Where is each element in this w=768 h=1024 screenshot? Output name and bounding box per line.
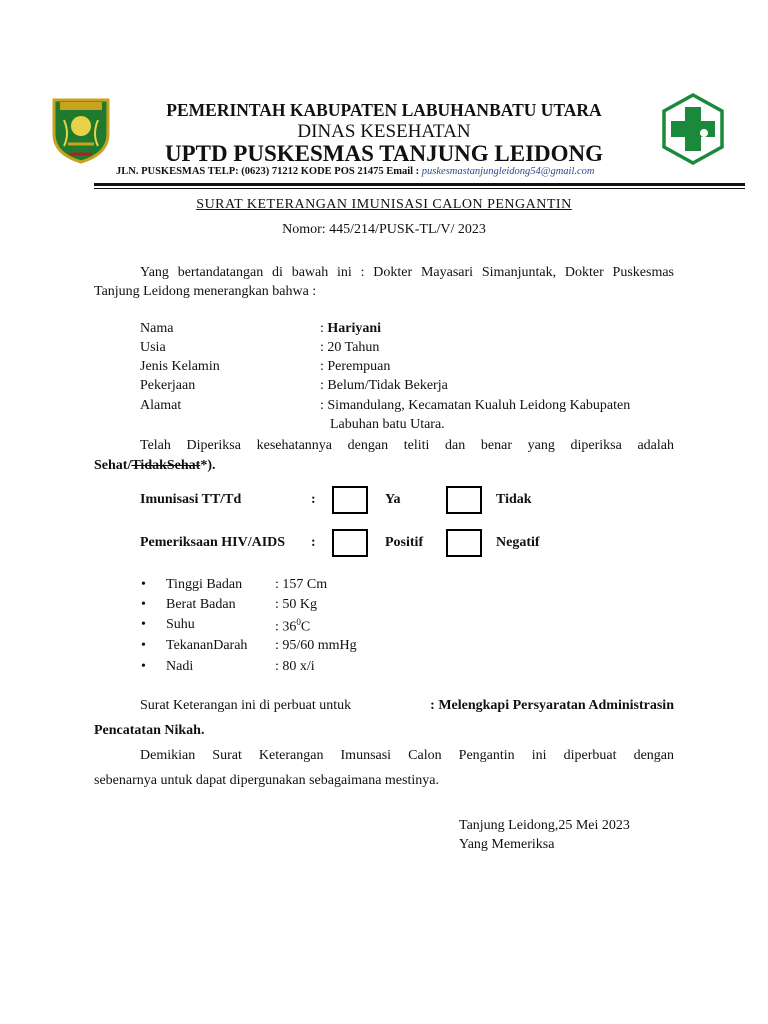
list-item-bullet: •	[141, 638, 146, 653]
name-value: Hariyani	[327, 321, 382, 336]
identity-label-job: Pekerjaan	[140, 378, 196, 393]
colon: :	[320, 340, 324, 355]
option-positif-label: Positif	[385, 535, 424, 550]
email-link[interactable]: puskesmastanjungleidong54@gmail.com	[421, 166, 595, 177]
identity-value-address	[320, 398, 630, 414]
identity-value-gender	[320, 359, 390, 375]
tidak-sehat-text: TidakSehat	[131, 458, 201, 473]
list-item-bullet: •	[141, 659, 146, 674]
intro-line-1: Yang bertandatangan di bawah ini : Dokter Mayasari Simanjuntak, Dokter Puskesmas	[140, 265, 674, 280]
purpose-prefix: Surat Keterangan ini di perbuat untuk	[140, 698, 352, 713]
identity-value-usia	[320, 340, 379, 356]
letter-title: SURAT KETERANGAN IMUNISASI CALON PENGANTIN	[196, 197, 572, 212]
colon: :	[320, 321, 324, 336]
colon: :	[320, 398, 324, 413]
vital-label-weight: Berat Badan	[166, 597, 236, 612]
list-item-bullet: •	[141, 617, 146, 632]
colon: :	[320, 359, 324, 374]
colon: :	[320, 378, 324, 393]
header-address	[116, 166, 594, 177]
vital-label-height: Tinggi Badan	[166, 577, 243, 592]
check-colon: :	[311, 492, 316, 507]
check-label: Pemeriksaan HIV/AIDS	[140, 535, 286, 550]
check-colon: :	[311, 535, 316, 550]
identity-label-usia: Usia	[140, 340, 166, 355]
purpose-bold-1: : Melengkapi Persyaratan Administrasin	[430, 698, 674, 713]
vital-label-blood-pressure: TekananDarah	[166, 638, 248, 653]
exam-line-1: Telah Diperiksa kesehatannya dengan teliti dan benar yang diperiksa adalah	[140, 438, 674, 453]
letter-number: Nomor: 445/214/PUSK-TL/V/ 2023	[282, 222, 486, 237]
vital-value-height: : 157 Cm	[275, 577, 328, 592]
gender-value: Perempuan	[327, 359, 391, 374]
address-text: JLN. PUSKESMAS TELP: (0623) 71212 KODE POS 21475 Email :	[116, 166, 420, 177]
checkbox-ya[interactable]	[332, 486, 368, 514]
signature-place-date: Tanjung Leidong,25 Mei 2023	[459, 818, 630, 833]
header-government-name: PEMERINTAH KABUPATEN LABUHANBATU UTARA	[166, 100, 602, 120]
identity-label-gender: Jenis Kelamin	[140, 359, 220, 374]
vital-value-pulse: : 80 x/i	[275, 659, 315, 674]
address-value: Simandulang, Kecamatan Kualuh Leidong Kabupaten	[327, 398, 631, 413]
purpose-line-2: Pencatatan Nikah.	[94, 723, 205, 738]
header-department-name: DINAS KESEHATAN	[297, 121, 471, 142]
intro-line-2: Tanjung Leidong menerangkan bahwa :	[94, 284, 317, 299]
degree-superscript: 0	[296, 617, 301, 627]
list-item-bullet: •	[141, 597, 146, 612]
job-value: Belum/Tidak Bekerja	[327, 378, 448, 393]
closing-line-1: Demikian Surat Keterangan Imunsasi Calon Pengantin ini diperbuat dengan	[140, 748, 674, 763]
header-divider-thick	[94, 183, 745, 186]
closing-line-2: sebenarnya untuk dapat dipergunakan sebagaimana mestinya.	[94, 773, 439, 788]
option-negatif-label: Negatif	[496, 535, 540, 550]
vital-label-temperature: Suhu	[166, 617, 195, 632]
purpose-line-1	[140, 696, 674, 715]
vital-value-blood-pressure: : 95/60 mmHg	[275, 638, 357, 653]
identity-value-address-2: Labuhan batu Utara.	[330, 417, 445, 432]
option-ya-label: Ya	[385, 492, 401, 507]
vital-label-pulse: Nadi	[166, 659, 194, 674]
exam-line-2	[94, 456, 216, 475]
check-label: Imunisasi TT/Td	[140, 492, 242, 507]
identity-label-address: Alamat	[140, 398, 182, 413]
vital-value-temperature	[275, 617, 310, 636]
identity-value-nama	[320, 321, 381, 337]
sehat-text: Sehat/	[94, 458, 132, 473]
temp-number: : 36	[275, 619, 297, 635]
checkbox-positif[interactable]	[332, 529, 368, 557]
checkbox-tidak[interactable]	[446, 486, 482, 514]
exam-suffix: *).	[200, 458, 216, 473]
identity-label-nama: Nama	[140, 321, 174, 336]
list-item-bullet: •	[141, 577, 146, 592]
temp-unit: C	[300, 619, 311, 635]
option-tidak-label: Tidak	[496, 492, 532, 507]
vital-value-weight: : 50 Kg	[275, 597, 317, 612]
identity-value-job	[320, 378, 448, 394]
signature-role: Yang Memeriksa	[459, 837, 555, 852]
header-divider-thin	[94, 188, 745, 189]
header-puskesmas-name: UPTD PUSKESMAS TANJUNG LEIDONG	[164, 141, 604, 166]
checkbox-negatif[interactable]	[446, 529, 482, 557]
age-value: 20 Tahun	[327, 340, 380, 355]
